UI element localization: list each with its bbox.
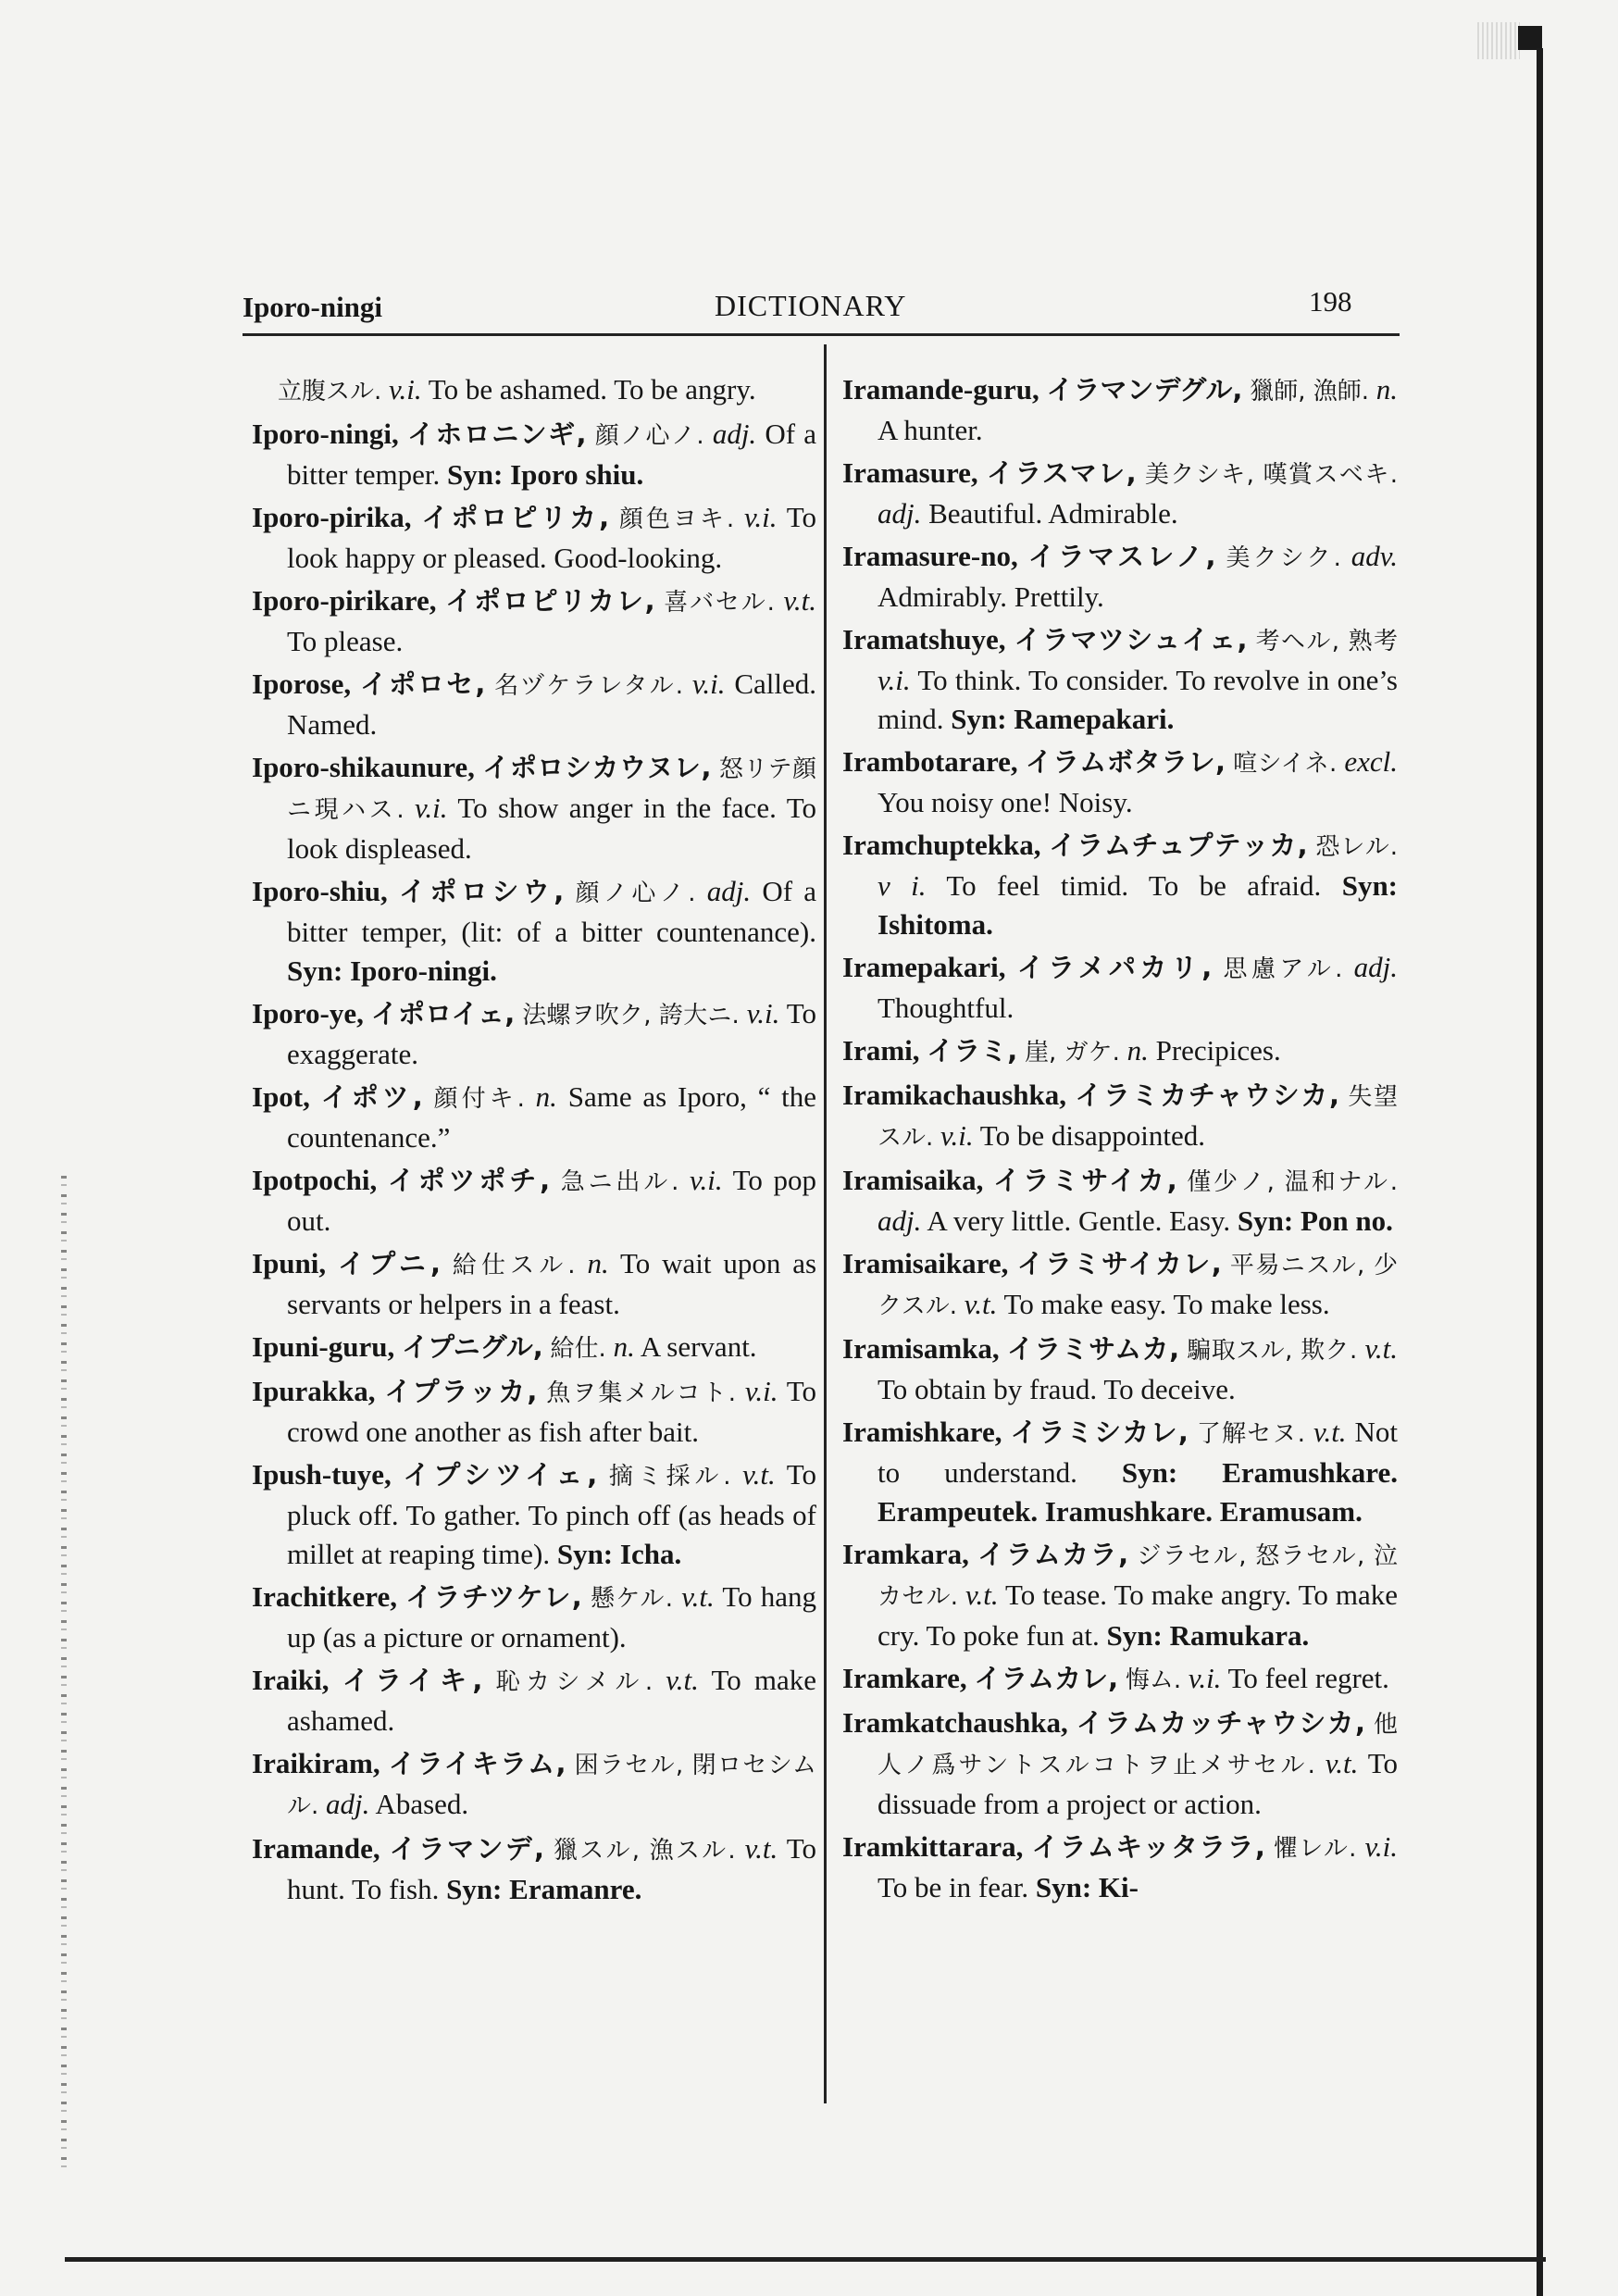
entry-headword: Iramasure, (842, 456, 978, 489)
entry-headword: Iporo-ye, (252, 997, 364, 1029)
dictionary-entry (842, 1828, 1398, 1907)
entry-japanese-gloss: 騙取スル, 欺ク. (1187, 1337, 1358, 1365)
dictionary-entry (842, 1329, 1398, 1409)
entry-headword: Ipuni-guru, (252, 1330, 395, 1363)
entry-japanese-gloss: 平易ニスル, 少クスル. (877, 1252, 1399, 1320)
entry-definition: To feel timid. To be afraid. (946, 869, 1322, 902)
entry-definition: To hunt. To fish. (287, 1832, 816, 1905)
dictionary-entry (252, 581, 816, 661)
dictionary-entry (842, 620, 1398, 739)
entry-katakana: イラミカチャウシカ, (1075, 1079, 1340, 1111)
header-rule (243, 333, 1400, 336)
entry-japanese-gloss: 失望スル. (877, 1083, 1398, 1152)
entry-definition: You noisy one! Noisy. (877, 786, 1133, 818)
entry-headword: Iramkara, (842, 1538, 969, 1570)
dictionary-entry (252, 415, 816, 494)
entry-part-of-speech: adj. (326, 1788, 370, 1820)
entry-japanese-gloss: 給仕. (550, 1335, 606, 1363)
entry-japanese-gloss: 崖, ガケ. (1025, 1039, 1120, 1067)
entry-definition: To crowd one another as fish after bait. (287, 1375, 817, 1448)
dictionary-entry (252, 872, 816, 991)
entry-definition: Abased. (375, 1788, 469, 1820)
dictionary-entry (842, 370, 1398, 450)
entry-katakana: イライキラム, (388, 1748, 566, 1779)
entry-japanese-gloss: 恐レル. (1315, 833, 1399, 861)
entry-definition: To be ashamed. To be angry. (428, 373, 756, 406)
entry-headword: Iramishkare, (842, 1416, 1002, 1448)
entry-headword: Ipotpochi, (252, 1164, 378, 1196)
entry-katakana: イプラッカ, (384, 1376, 538, 1407)
entry-headword: Irami, (842, 1034, 920, 1067)
entry-part-of-speech: v.t. (965, 1578, 999, 1611)
entry-part-of-speech: v.i. (743, 501, 778, 533)
entry-part-of-speech: n. (613, 1330, 635, 1363)
entry-synonym-label: Syn: (556, 1538, 614, 1570)
entry-part-of-speech: adj. (712, 418, 757, 450)
entry-katakana: イポロピリカ, (421, 502, 610, 533)
entry-definition: Beautiful. Admirable. (928, 497, 1178, 530)
entry-definition: To pluck off. To gather. To pinch off (as heads of millet at reaping time). (287, 1458, 817, 1570)
dictionary-entry (842, 826, 1398, 944)
entry-part-of-speech: v.i. (691, 668, 726, 700)
entry-headword: Iramatshuye, (842, 623, 1006, 655)
entry-headword: Iporo-pirikare, (252, 584, 437, 617)
entry-japanese-gloss: 美クシキ, 嘆賞スベキ. (1144, 461, 1399, 489)
dictionary-entry (252, 1661, 816, 1741)
dictionary-entry (842, 1535, 1398, 1655)
entry-part-of-speech: v.t. (1325, 1747, 1359, 1779)
entry-definition: A hunter. (877, 414, 983, 446)
entry-definition: To pop out. (287, 1164, 817, 1237)
entry-part-of-speech: v.i. (744, 1375, 778, 1407)
dictionary-entry (842, 1659, 1398, 1700)
entry-japanese-gloss: 立腹スル. (278, 378, 382, 406)
entry-japanese-gloss: 恥カシメル. (495, 1668, 653, 1696)
entry-japanese-gloss: 顔色ヨキ. (618, 505, 735, 533)
entry-part-of-speech: adv. (1350, 540, 1399, 572)
entry-headword: Iporose, (252, 668, 352, 700)
dictionary-entry (252, 1578, 816, 1657)
entry-headword: Iporo-shiu, (252, 875, 388, 907)
entry-definition: To obtain by fraud. To deceive. (877, 1373, 1236, 1405)
entry-synonyms: Eramanre. (509, 1873, 642, 1905)
entry-synonym-label: Syn: (1035, 1871, 1092, 1903)
entry-katakana: イプシツイェ, (403, 1459, 598, 1491)
entry-definition: A very little. Gentle. Easy. (927, 1204, 1231, 1237)
entry-part-of-speech: n. (1375, 373, 1398, 406)
entry-katakana: イラメパカリ, (1016, 952, 1213, 983)
entry-synonym-label: Syn: (446, 1873, 503, 1905)
scan-bottom-edge (65, 2257, 1546, 2262)
entry-part-of-speech: excl. (1344, 745, 1398, 778)
entry-katakana: イポロイェ, (370, 998, 516, 1029)
dictionary-entry (842, 1031, 1398, 1072)
entry-part-of-speech: v.i. (690, 1164, 723, 1196)
entry-katakana: イポロシカウヌレ, (482, 752, 712, 783)
dictionary-entry (842, 742, 1398, 822)
entry-katakana: イラマンデグル, (1046, 374, 1243, 406)
entry-synonyms: Eramushkare. Erampeutek. Iramushkare. Eramusam. (877, 1456, 1399, 1528)
column-divider (824, 344, 827, 2103)
entry-headword: Iramepakari, (842, 951, 1006, 983)
entry-japanese-gloss: 魚ヲ集メルコト. (546, 1379, 737, 1407)
entry-headword: Irambotarare, (842, 745, 1018, 778)
entry-japanese-gloss: 僅少ノ, 温和ナル. (1187, 1168, 1398, 1196)
entry-definition: Same as Iporo, “ the countenance.” (287, 1080, 817, 1154)
entry-japanese-gloss: 顔付キ. (433, 1085, 525, 1113)
entry-headword: Iporo-shikaunure, (252, 751, 475, 783)
entry-katakana: イラミシカレ, (1010, 1416, 1189, 1448)
entry-synonym-label: Syn: (951, 703, 1007, 735)
entry-katakana: イポロセ, (359, 668, 486, 700)
entry-headword: Iramkare, (842, 1662, 967, 1694)
entry-part-of-speech: v.i. (414, 792, 448, 824)
entry-headword: Ipush-tuye, (252, 1458, 392, 1491)
entry-part-of-speech: v.t. (1313, 1416, 1347, 1448)
entry-headword: Iramisaika, (842, 1164, 984, 1196)
entry-definition: Called. Named. (287, 668, 817, 741)
entry-katakana: イラミサイカレ, (1016, 1248, 1222, 1279)
dictionary-entry (842, 1161, 1398, 1241)
entry-japanese-gloss: 困ラセル, 閉ロセシムル. (287, 1752, 817, 1820)
entry-headword: Iramikachaushka, (842, 1079, 1067, 1111)
entry-katakana: イラミサムカ, (1006, 1333, 1180, 1365)
entry-katakana: イラムカラ, (977, 1539, 1129, 1570)
entry-headword: Iramchuptekka, (842, 829, 1041, 861)
entry-definition: To be in fear. (877, 1871, 1029, 1903)
entry-synonyms: Ramukara. (1169, 1619, 1310, 1652)
entry-part-of-speech: n. (535, 1080, 557, 1113)
entry-definition: To make ashamed. (287, 1664, 816, 1737)
entry-definition: To wait upon as servants or helpers in a feast. (287, 1247, 817, 1320)
entry-synonyms: Iporo-ningi. (350, 955, 497, 987)
dictionary-entry (252, 1328, 816, 1368)
entry-part-of-speech: v.t. (681, 1580, 715, 1613)
entry-definition: Not to understand. (877, 1416, 1399, 1489)
entry-synonyms: Ki- (1098, 1871, 1139, 1903)
dictionary-entry (252, 1244, 816, 1324)
dictionary-entry (252, 1161, 816, 1241)
dictionary-entry (842, 1703, 1398, 1824)
entry-katakana: イポツ, (320, 1081, 423, 1113)
dictionary-entry (252, 1829, 816, 1909)
dictionary-entry (842, 1076, 1398, 1157)
running-head-title: DICTIONARY (715, 289, 907, 322)
entry-definition: To hang up (as a picture or ornament). (287, 1580, 817, 1653)
entry-japanese-gloss: 了解セヌ. (1196, 1420, 1305, 1448)
entry-synonym-label: Syn: (1121, 1456, 1178, 1489)
entry-japanese-gloss: 獵師, 漁師. (1250, 378, 1369, 406)
entry-japanese-gloss: 顔ノ心ノ. (575, 880, 696, 907)
entry-headword: Iramande, (252, 1832, 380, 1865)
entry-part-of-speech: v.i. (389, 373, 422, 406)
running-head (243, 278, 1400, 333)
entry-part-of-speech: v.t. (742, 1458, 776, 1491)
entry-katakana: イラマツシュイェ, (1014, 624, 1248, 655)
entry-definition: To feel regret. (1227, 1662, 1389, 1694)
entry-part-of-speech: v.t. (666, 1664, 699, 1696)
entry-japanese-gloss: 懼レル. (1273, 1835, 1357, 1863)
entry-japanese-gloss: 名ヅケラレタル. (494, 672, 684, 700)
entry-part-of-speech: adj. (877, 497, 922, 530)
entry-katakana: イプニ, (338, 1248, 442, 1279)
entry-katakana: イラミサイカ, (992, 1165, 1177, 1196)
entry-synonyms: Pon no. (1300, 1204, 1393, 1237)
entry-katakana: イラミ, (927, 1035, 1018, 1067)
entry-definition: Precipices. (1155, 1034, 1281, 1067)
entry-katakana: イラムチュプテッカ, (1049, 830, 1308, 861)
entry-definition: Of a bitter temper. (287, 418, 816, 491)
entry-part-of-speech: v.t. (783, 584, 817, 617)
dictionary-entry (252, 748, 816, 868)
entry-synonym-label: Syn: (1106, 1619, 1163, 1652)
entry-part-of-speech: v.i. (877, 664, 911, 696)
entry-definition: To tease. To make angry. To make cry. To poke fun at. (877, 1578, 1398, 1652)
entry-japanese-gloss: 法螺ヲ吹ク, 誇大ニ. (522, 1002, 740, 1029)
entry-synonym-label: Syn: (1237, 1204, 1294, 1237)
entry-katakana: イラマスレノ, (1027, 541, 1216, 572)
entry-headword: Iramisaikare, (842, 1247, 1009, 1279)
entry-synonyms: Icha. (619, 1538, 682, 1570)
entry-definition: To be disappointed. (979, 1119, 1205, 1152)
entry-part-of-speech: n. (1126, 1034, 1149, 1067)
entry-katakana: イラマンデ, (389, 1833, 544, 1865)
entry-japanese-gloss: 獵スル, 漁スル. (554, 1837, 736, 1865)
entry-katakana: イポロシウ, (398, 876, 565, 907)
scan-edge-noise (1477, 22, 1520, 59)
entry-headword: Iramkittarara, (842, 1830, 1024, 1863)
dictionary-entry (252, 1372, 816, 1452)
dictionary-entry (842, 454, 1398, 533)
dictionary-entry (252, 994, 816, 1074)
entry-katakana: イホロニンギ, (406, 418, 587, 450)
entry-japanese-gloss: 摘ミ採ル. (608, 1463, 731, 1491)
entry-japanese-gloss: 怒リテ顔ニ現ハス. (287, 755, 817, 824)
entry-headword: Iramisamka, (842, 1332, 1000, 1365)
entry-synonyms: Ishitoma. (877, 908, 993, 941)
entry-katakana: イポツポチ, (387, 1165, 551, 1196)
entry-headword: Iporo-ningi, (252, 418, 399, 450)
dictionary-entry (842, 1413, 1398, 1531)
entry-synonym-label: Syn: (287, 955, 343, 987)
entry-headword: Iramasure-no, (842, 540, 1018, 572)
entry-japanese-gloss: 他人ノ爲サントスルコトヲ止メサセル. (877, 1711, 1398, 1779)
page-number: 198 (1309, 285, 1352, 318)
entry-japanese-gloss: 美クシク. (1226, 544, 1341, 572)
entry-definition: To show anger in the face. To look displeased. (287, 792, 816, 865)
entry-katakana: イラムカッチャウシカ, (1076, 1707, 1365, 1739)
entry-part-of-speech: adj. (706, 875, 752, 907)
entry-definition: Admirably. Prettily. (877, 580, 1104, 613)
entry-definition: To make easy. To make less. (1003, 1288, 1330, 1320)
entry-japanese-gloss: 思慮アル. (1223, 955, 1343, 983)
entry-definition: To think. To consider. To revolve in one’s mind. (877, 664, 1398, 735)
entry-katakana: イライキ, (342, 1665, 483, 1696)
dictionary-entry (842, 948, 1398, 1028)
entry-headword: Ipot, (252, 1080, 310, 1113)
dictionary-entry (252, 665, 816, 744)
entry-headword: Iporo-pirika, (252, 501, 412, 533)
entry-definition: Thoughtful. (877, 992, 1014, 1024)
entry-part-of-speech: v.i. (940, 1119, 974, 1152)
entry-japanese-gloss: 考ヘル, 熟考 (1255, 628, 1399, 655)
entry-part-of-speech: adj. (877, 1204, 922, 1237)
entry-katakana: イラムボタラレ, (1025, 746, 1226, 778)
entry-headword: Iraikiram, (252, 1747, 380, 1779)
entry-katakana: イラムカレ, (974, 1663, 1119, 1694)
entry-japanese-gloss: 悔ム. (1125, 1666, 1182, 1694)
dictionary-entry (252, 370, 816, 411)
dictionary-entry (252, 1744, 816, 1826)
entry-definition: To dissuade from a project or action. (877, 1747, 1398, 1820)
entry-headword: Iramande-guru, (842, 373, 1039, 406)
entry-japanese-gloss: 給仕スル. (452, 1252, 576, 1279)
entry-synonyms: Iporo shiu. (510, 458, 644, 491)
entry-part-of-speech: n. (587, 1247, 609, 1279)
entry-katakana: イラスマレ, (986, 457, 1137, 489)
entry-katakana: イプニグル, (401, 1331, 543, 1363)
entry-japanese-gloss: 喧シイネ. (1233, 750, 1338, 778)
entry-definition: To look happy or pleased. Good-looking. (287, 501, 817, 574)
entry-synonyms: Ramepakari. (1014, 703, 1175, 735)
dictionary-entry (252, 498, 816, 578)
dictionary-entry (252, 1455, 816, 1574)
entry-part-of-speech: v i. (877, 869, 927, 902)
entry-synonym-label: Syn: (447, 458, 504, 491)
dictionary-entry (842, 1244, 1398, 1326)
entry-headword: Iraiki, (252, 1664, 330, 1696)
entry-part-of-speech: v.t. (744, 1832, 778, 1865)
entry-headword: Ipuni, (252, 1247, 327, 1279)
running-head-headword: Iporo-ningi (243, 291, 383, 323)
entry-japanese-gloss: 懸ケル. (590, 1585, 674, 1613)
entry-part-of-speech: v.i. (1364, 1830, 1399, 1863)
entry-part-of-speech: v.i. (1188, 1662, 1222, 1694)
entry-headword: Irachitkere, (252, 1580, 397, 1613)
entry-definition: To exaggerate. (287, 997, 817, 1070)
entry-headword: Ipurakka, (252, 1375, 376, 1407)
entry-synonym-label: Syn: (1341, 869, 1399, 902)
entry-part-of-speech: v.t. (964, 1288, 998, 1320)
scan-corner-mark (1518, 26, 1542, 50)
entry-definition: To please. (287, 625, 404, 657)
right-column (842, 370, 1398, 1911)
entry-katakana: イポロピリカレ, (445, 585, 655, 617)
entry-japanese-gloss: 顔ノ心ノ. (594, 422, 704, 450)
scan-right-border (1537, 48, 1543, 2296)
entry-part-of-speech: v.t. (1364, 1332, 1399, 1365)
entry-part-of-speech: adj. (1353, 951, 1399, 983)
left-column (252, 370, 816, 1913)
dictionary-entry (252, 1078, 816, 1157)
entry-definition: A servant. (640, 1330, 757, 1363)
scan-binding-shadow (61, 1176, 67, 2176)
entry-japanese-gloss: 喜バセル. (664, 589, 775, 617)
entry-definition: Of a bitter temper, (lit: of a bitter countenance). (287, 875, 816, 948)
entry-headword: Iramkatchaushka, (842, 1706, 1068, 1739)
entry-katakana: イラムキッタララ, (1031, 1831, 1265, 1863)
entry-japanese-gloss: 急ニ出ル. (560, 1168, 679, 1196)
entry-part-of-speech: v.i. (746, 997, 780, 1029)
dictionary-entry (842, 537, 1398, 617)
entry-japanese-gloss: ジラセル, 怒ラセル, 泣カセル. (877, 1542, 1399, 1611)
entry-katakana: イラチツケレ, (405, 1581, 582, 1613)
